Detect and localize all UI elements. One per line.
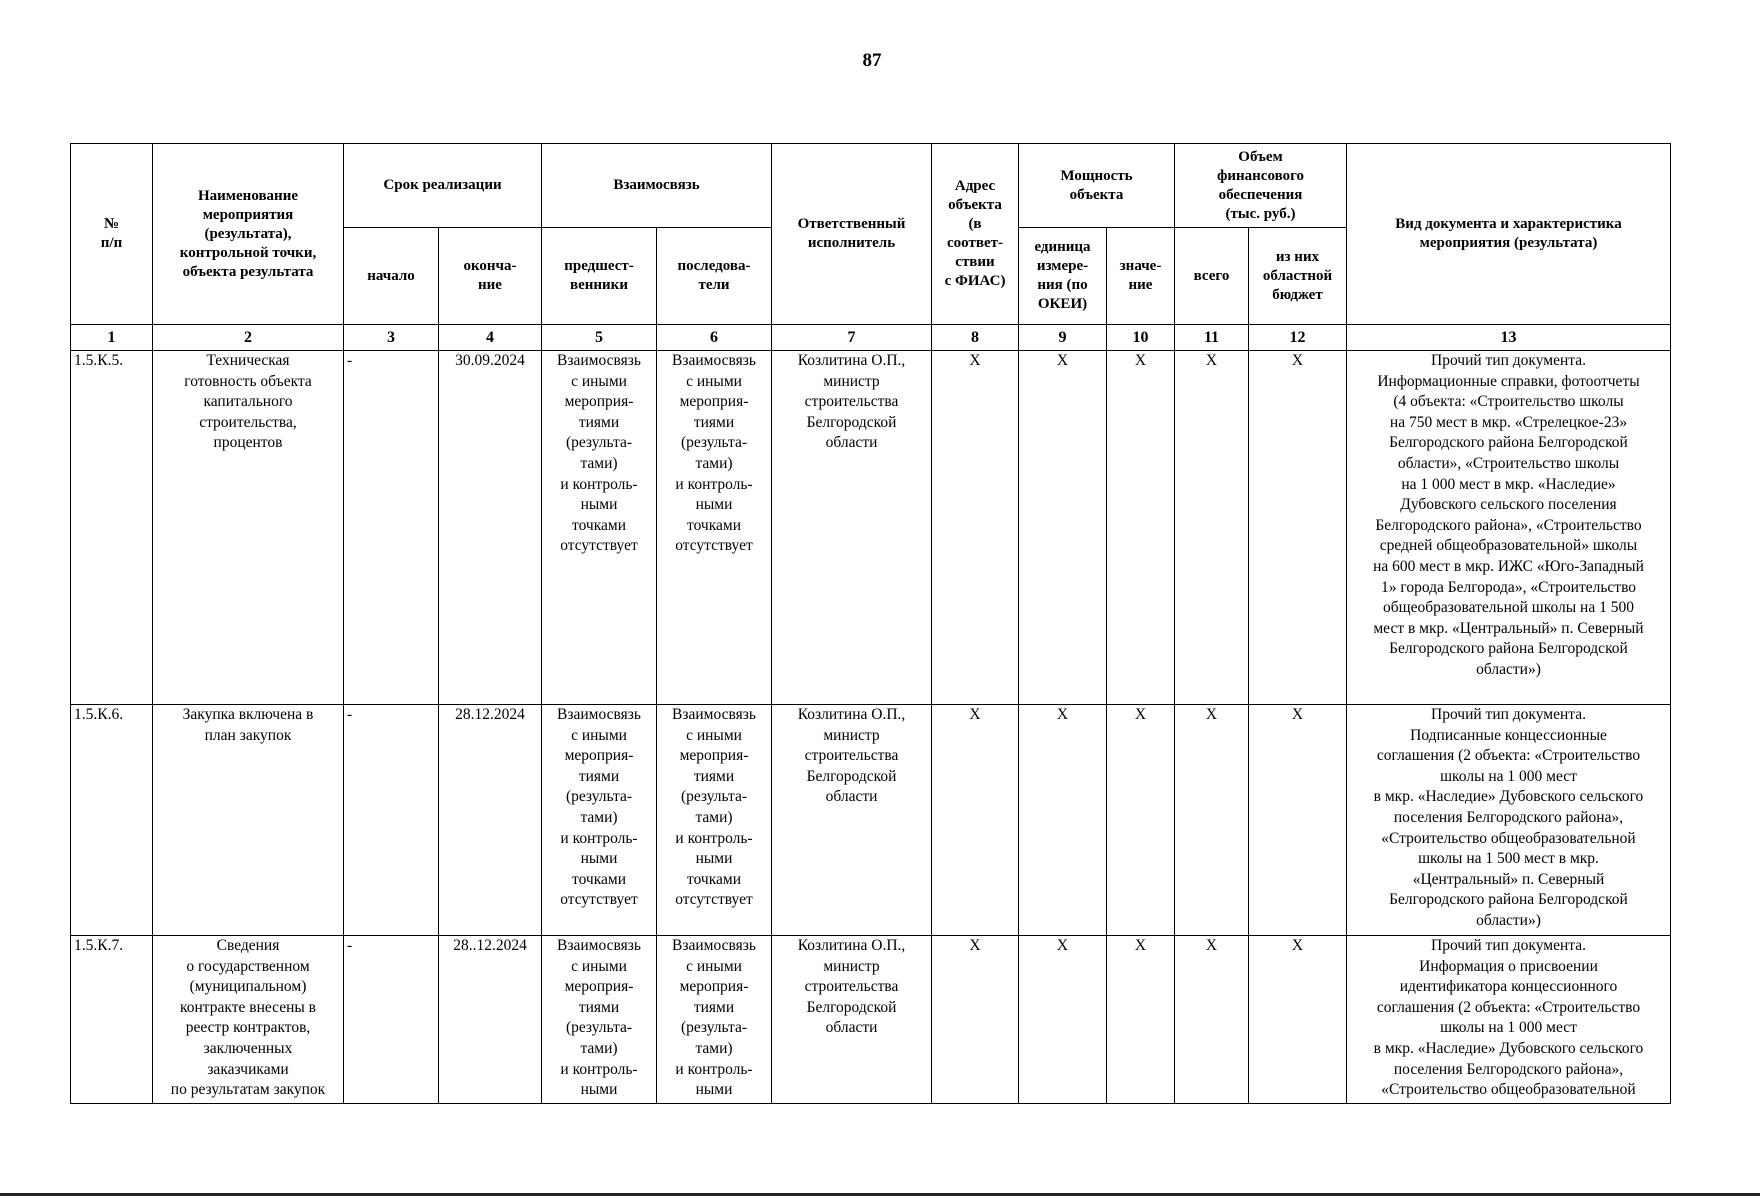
column-number: 12 xyxy=(1249,325,1347,351)
column-number: 6 xyxy=(657,325,772,351)
row-prev: Взаимосвязь с иными мероприя- тиями (результа- тами) и контроль- ными xyxy=(542,936,657,1104)
row-address: X xyxy=(932,351,1019,705)
row-name: Сведения о государственном (муниципальном) контракте внесены в реестр контрактов, заключенных заказчиками по результатам закупок xyxy=(153,936,344,1104)
row-document: Прочий тип документа. Информационные справки, фотоотчеты (4 объекта: «Строительство школы на 750 мест в мкр. «Стрелецкое-23» Белгородского района Белгородской области», «Строительство школы на 1 000 мест в мкр. «Наследие» Дубовского сельского поселения Белгородского района», «Строительство средней общеобразовательной» школы на 600 мест в мкр. ИЖС «Юго-Западный 1» города Белгорода», «Строительство общеобразовательной школы на 1 500 мест в мкр. «Центральный» п. Северный Белгородского района Белгородской области») xyxy=(1347,351,1671,705)
header-term-end: оконча- ние xyxy=(439,228,542,325)
header-address: Адрес объекта (в соответ- ствии с ФИАС) xyxy=(932,144,1019,325)
column-numbers-row xyxy=(71,325,1671,351)
column-number: 13 xyxy=(1347,325,1671,351)
row-value: X xyxy=(1107,351,1175,705)
column-number: 9 xyxy=(1019,325,1107,351)
column-number: 2 xyxy=(153,325,344,351)
column-number: 7 xyxy=(772,325,932,351)
column-number: 4 xyxy=(439,325,542,351)
header-term: Срок реализации xyxy=(344,144,542,228)
header-fin-total: всего xyxy=(1175,228,1249,325)
row-next: Взаимосвязь с иными мероприя- тиями (результа- тами) и контроль- ными xyxy=(657,936,772,1104)
header-num: № п/п xyxy=(71,144,153,325)
row-document: Прочий тип документа. Информация о присвоении идентификатора концессионного соглашения (2 объекта: «Строительство школы на 1 000 мест в мкр. «Наследие» Дубовского сельского поселения Белгородского района», «Строительство общеобразовательной xyxy=(1347,936,1671,1104)
row-address: X xyxy=(932,705,1019,936)
row-fin-total: X xyxy=(1175,351,1249,705)
row-end: 28..12.2024 xyxy=(439,936,542,1104)
column-number: 10 xyxy=(1107,325,1175,351)
row-value: X xyxy=(1107,936,1175,1104)
row-document: Прочий тип документа. Подписанные концессионные соглашения (2 объекта: «Строительство школы на 1 000 мест в мкр. «Наследие» Дубовского сельского поселения Белгородского района», «Строительство общеобразовательной школы на 1 500 мест в мкр. «Центральный» п. Северный Белгородского района Белгородской области») xyxy=(1347,705,1671,936)
header-fin-regional: из них областной бюджет xyxy=(1249,228,1347,325)
row-end: 30.09.2024 xyxy=(439,351,542,705)
header-power: Мощность объекта xyxy=(1019,144,1175,228)
row-end: 28.12.2024 xyxy=(439,705,542,936)
measures-table xyxy=(70,143,1671,1104)
column-number: 11 xyxy=(1175,325,1249,351)
row-value: X xyxy=(1107,705,1175,936)
column-number: 3 xyxy=(344,325,439,351)
row-unit: X xyxy=(1019,351,1107,705)
table-row xyxy=(71,351,1671,705)
row-address: X xyxy=(932,936,1019,1104)
row-start: - xyxy=(344,936,439,1104)
row-start: - xyxy=(344,351,439,705)
row-prev: Взаимосвязь с иными мероприя- тиями (результа- тами) и контроль- ными точками отсутствует xyxy=(542,705,657,936)
column-number: 5 xyxy=(542,325,657,351)
table-body xyxy=(71,351,1671,1104)
page-bottom-rule xyxy=(0,1193,1760,1196)
row-responsible: Козлитина О.П., министр строительства Белгородской области xyxy=(772,936,932,1104)
column-number: 8 xyxy=(932,325,1019,351)
table-row xyxy=(71,705,1671,936)
row-next: Взаимосвязь с иными мероприя- тиями (результа- тами) и контроль- ными точками отсутствует xyxy=(657,705,772,936)
header-document: Вид документа и характеристика мероприятия (результата) xyxy=(1347,144,1671,325)
page-number: 87 xyxy=(862,50,882,71)
row-num: 1.5.К.6. xyxy=(71,705,153,936)
row-fin-total: X xyxy=(1175,705,1249,936)
row-responsible: Козлитина О.П., министр строительства Белгородской области xyxy=(772,705,932,936)
header-link-next: последова- тели xyxy=(657,228,772,325)
table-row xyxy=(71,936,1671,1104)
header-name: Наименование мероприятия (результата), контрольной точки, объекта результата xyxy=(153,144,344,325)
header-link: Взаимосвязь xyxy=(542,144,772,228)
row-num: 1.5.К.5. xyxy=(71,351,153,705)
row-fin-regional: X xyxy=(1249,351,1347,705)
row-prev: Взаимосвязь с иными мероприя- тиями (результа- тами) и контроль- ными точками отсутствует xyxy=(542,351,657,705)
table-header xyxy=(71,144,1671,351)
row-start: - xyxy=(344,705,439,936)
header-term-start: начало xyxy=(344,228,439,325)
header-power-value: значе- ние xyxy=(1107,228,1175,325)
row-unit: X xyxy=(1019,936,1107,1104)
row-name: Закупка включена в план закупок xyxy=(153,705,344,936)
row-next: Взаимосвязь с иными мероприя- тиями (результа- тами) и контроль- ными точками отсутствует xyxy=(657,351,772,705)
row-unit: X xyxy=(1019,705,1107,936)
header-link-prev: предшест- венники xyxy=(542,228,657,325)
header-power-unit: единица измере- ния (по ОКЕИ) xyxy=(1019,228,1107,325)
row-fin-regional: X xyxy=(1249,705,1347,936)
column-number: 1 xyxy=(71,325,153,351)
row-name: Техническая готовность объекта капитального строительства, процентов xyxy=(153,351,344,705)
row-fin-regional: X xyxy=(1249,936,1347,1104)
row-num: 1.5.К.7. xyxy=(71,936,153,1104)
row-fin-total: X xyxy=(1175,936,1249,1104)
row-responsible: Козлитина О.П., министр строительства Белгородской области xyxy=(772,351,932,705)
header-responsible: Ответственный исполнитель xyxy=(772,144,932,325)
header-financing: Объем финансового обеспечения (тыс. руб.) xyxy=(1175,144,1347,228)
